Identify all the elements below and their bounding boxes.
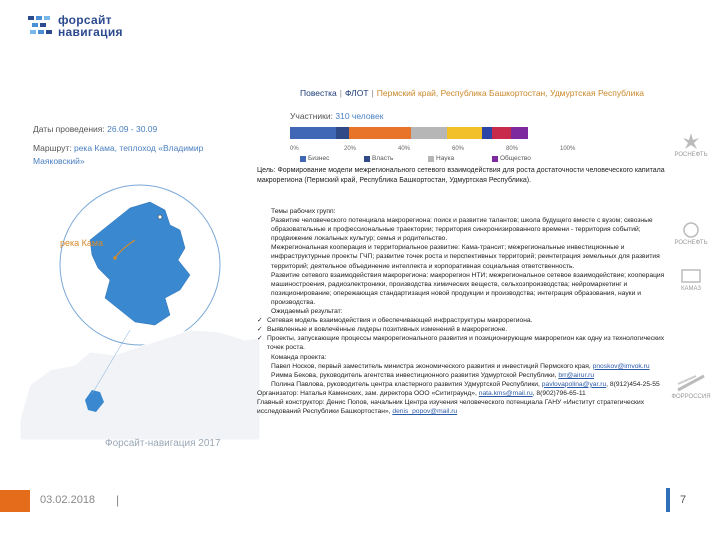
chief-designer-text: Главный конструктор: Денис Попов, начальник Центра изучения человеческого потенциала ГАНУ «Институт стратегических исследований Республики Башкортостан»,: [257, 398, 645, 416]
sponsor-logo: [670, 372, 712, 400]
themes-title: Темы рабочих групп:: [271, 208, 336, 215]
team-member-2: [257, 371, 677, 380]
team-title: Команда проекта:: [271, 353, 327, 361]
chief-designer: [257, 398, 677, 416]
logo-line1: форсайт: [58, 13, 112, 27]
logo-mark-icon: [28, 14, 58, 38]
sponsor-mark-icon: [679, 222, 703, 238]
bar-segment: [349, 127, 411, 139]
theme-item: Развитие сетевого взаимодействия макрорегиона: макрорегион НТИ; межрегиональное сетевое взаимодействие; кооперация машиностроения, радиоэлектроники, производства химических веществ, сельхозпроизводства; нейромаркетинг и позиционирование; опережающая стандартизация новой продукции и производства; интеграция образования, науки и производства.: [271, 271, 665, 306]
bar-segment: [492, 127, 511, 139]
axis-tick-label: 100%: [560, 146, 576, 152]
legend-label: Наука: [436, 155, 455, 162]
sponsor-name: КАМАЗ: [680, 286, 702, 292]
axis-tick-label: 0%: [290, 146, 299, 152]
team-member-3-email[interactable]: pavlovapolina@yar.ru: [541, 380, 607, 388]
dates-value: 26.09 - 30.09: [107, 124, 158, 134]
legend-item: [492, 155, 531, 162]
agenda-header: Повестка | ФЛОТ | Пермский край, Республика Башкортостан, Удмуртская Республика: [300, 88, 645, 98]
footer-accent-bar: [0, 490, 30, 512]
result-item: ✓ Проекты, запускающие процессы макрорегионального развития и позиционирующие макрорегион как одну из технологических точек роста.: [257, 334, 677, 352]
sponsor-logo: [670, 268, 712, 292]
sponsor-mark-icon: [679, 268, 703, 284]
map-caption: Форсайт-навигация 2017: [105, 438, 221, 449]
sponsor-mark-icon: [676, 372, 706, 392]
results-title: Ожидаемый результат:: [271, 308, 343, 316]
legend-item: [428, 155, 454, 162]
bar-segment: [482, 127, 493, 139]
dates-label: Даты проведения:: [33, 124, 105, 134]
sponsor-name: РОСНЕФТЬ: [674, 152, 708, 158]
footer-page-bar: [666, 488, 670, 512]
bar-segment: [528, 127, 560, 139]
footer-date: 03.02.2018: [40, 494, 96, 506]
bar-segment: [336, 127, 350, 139]
participants-bar: [290, 127, 560, 139]
participants-label: Участники:: [290, 111, 333, 121]
theme-item: Межрегиональная кооперация и территориальное развитие: Кама-трансит; межрегиональные инвестиционные и инфраструктурные проекты ГЧП; развитие точек роста и перспективных территорий; реинтеграция земельных для развития территорий; деятельное объединение интеллекта и корпоративная социальная ответственность.: [271, 244, 660, 270]
map-marker-north: [158, 215, 162, 219]
bar-segment: [290, 127, 336, 139]
chief-designer-email[interactable]: denis_popov@mail.ru: [392, 408, 458, 416]
legend-label: Общество: [500, 155, 531, 162]
axis-tick-label: 40%: [398, 146, 411, 152]
legend-swatch: [300, 156, 306, 162]
legend-swatch: [364, 156, 370, 162]
legend-item: [300, 155, 329, 162]
axis-tick-label: 60%: [452, 146, 465, 152]
theme-item: Развитие человеческого потенциала макрорегиона: поиск и развитие талантов; школа будущего вместе с вузом; сквозные образовательные и профессиональные траектории; территория синхронизированного времени - территория событий; продвижение локальных культур; семья и родительство.: [271, 217, 653, 243]
team-member-1: [257, 362, 677, 371]
legend-swatch: [428, 156, 434, 162]
team-member-3-phone: , 8(912)454-25-55: [606, 380, 660, 388]
axis-tick-label: 80%: [506, 146, 519, 152]
organizer: [257, 389, 677, 398]
legend-label: Власть: [372, 155, 394, 162]
team-member-3-text: Полина Павлова, руководитель центра кластерного развития Удмуртской Республики,: [271, 380, 540, 388]
bar-segment: [411, 127, 446, 139]
axis-tick-label: 20%: [344, 146, 357, 152]
map-marker-route: [113, 256, 117, 260]
event-route: [33, 142, 253, 168]
participants-value: 310 человек: [335, 111, 384, 121]
page-number: 7: [680, 494, 687, 506]
legend-swatch: [492, 156, 498, 162]
team-member-3: [257, 380, 677, 389]
team-member-1-text: Павел Носков, первый заместитель министра экономического развития и инвестиций Пермского края,: [271, 362, 591, 370]
header-regions: Пермский край, Республика Башкортостан, Удмуртская Республика: [376, 88, 645, 98]
footer-separator: |: [116, 493, 120, 507]
team-member-2-email[interactable]: brr@airur.ru: [558, 371, 595, 379]
organizer-text: Организатор: Наталья Каменских, зам. директора ООО «Ситиграунд»,: [257, 389, 479, 397]
russia-outline: [20, 330, 260, 440]
bar-segment: [511, 127, 527, 139]
sponsor-name: ФОРРОССИЯ: [671, 394, 711, 400]
body-text: [257, 207, 677, 416]
header-agenda: Повестка: [300, 88, 337, 98]
team-member-1-email[interactable]: pnoskov@imvok.ru: [592, 362, 650, 370]
route-label: Маршрут:: [33, 143, 72, 153]
result-item: ✓ Выявленные и вовлечённые лидеры позитивных изменений в макрорегионе.: [257, 325, 677, 334]
sponsor-mark-icon: [679, 132, 703, 150]
team-member-2-text: Римма Бекова, руководитель агентства инвестиционного развития Удмуртской Республики,: [271, 371, 559, 379]
event-dates: [33, 124, 157, 134]
bar-segment: [447, 127, 482, 139]
goal-text: Цель: Формирование модели межрегионального сетевого взаимодействия для роста достаточности человеческого капитала макрорегиона (Пермский край, Республика Башкортостан, Удмуртская Республика).: [257, 167, 665, 184]
organizer-phone: , 8(902)796-65-11: [532, 389, 586, 397]
sponsor-logo: [670, 132, 712, 158]
sponsor-logo: [670, 222, 712, 246]
region-map: [20, 180, 260, 440]
participants-title: [290, 111, 383, 121]
legend-item: [364, 155, 393, 162]
result-item: ✓ Сетевая модель взаимодействия и обеспечивающей инфраструктуры макрорегиона.: [257, 316, 677, 325]
sponsor-name: РОСНЕФТЬ: [674, 240, 708, 246]
header-fleet: ФЛОТ: [344, 88, 369, 98]
logo-line2: навигация: [58, 25, 123, 39]
river-label: река Кама: [60, 238, 104, 248]
logo-text: [58, 14, 123, 38]
organizer-email[interactable]: nata.kms@mail.ru: [478, 389, 533, 397]
route-value: река Кама, теплоход «Владимир Маяковский»: [33, 143, 204, 166]
legend-label: Бизнес: [308, 155, 330, 162]
